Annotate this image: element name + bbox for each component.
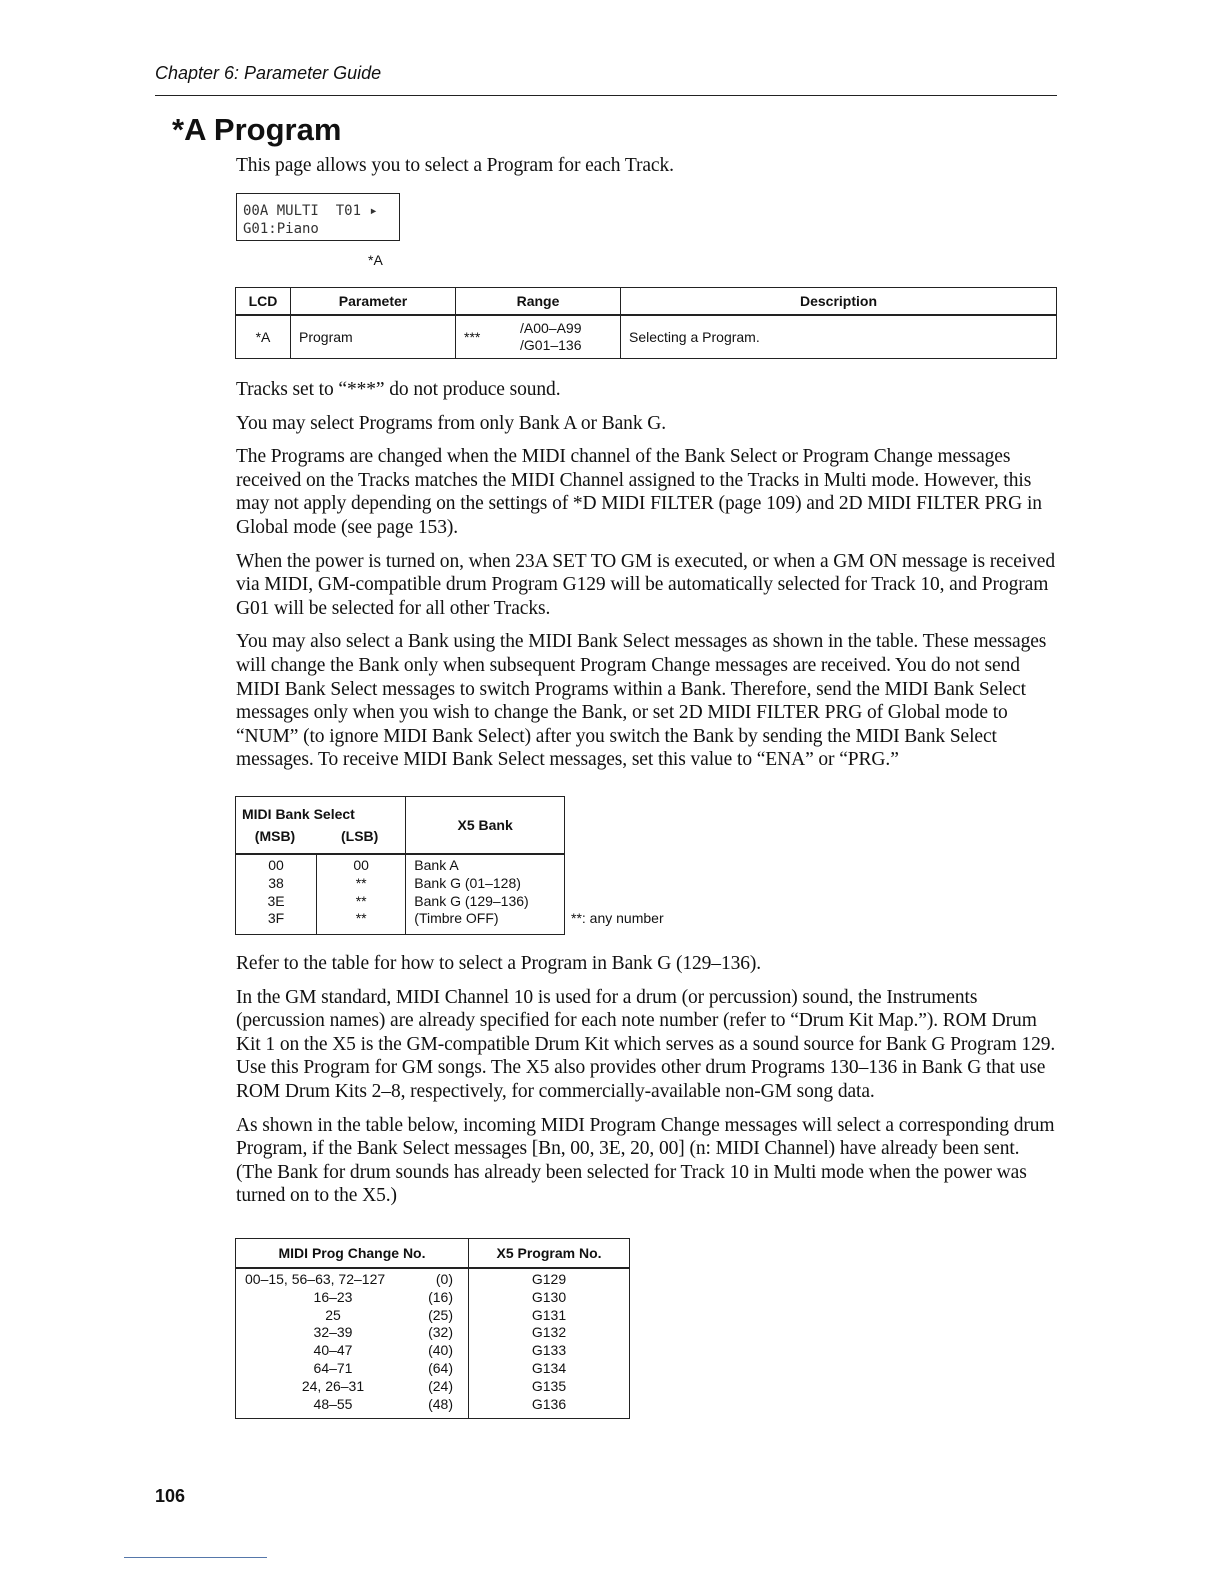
msb-column: 00 38 3E 3F bbox=[236, 854, 317, 935]
bank-column: Bank A Bank G (01–128) Bank G (129–136) (Timbre OFF) bbox=[406, 854, 565, 935]
x5-program-column: G129 G130 G131 G132 G133 G134 G135 G136 bbox=[469, 1268, 630, 1419]
paragraph: You may select Programs from only Bank A or Bank G. bbox=[236, 412, 667, 434]
header-description: Description bbox=[621, 288, 1057, 316]
range-line-1: /A00–A99 bbox=[520, 320, 582, 336]
program-table-header bbox=[236, 1239, 630, 1269]
header-lsb: (LSB) bbox=[340, 828, 379, 844]
paragraph: When the power is turned on, when 23A SET TO GM is executed, or when a GM ON message is received via MIDI, GM-compatible drum Program G129 will be automatically selected for Track 10, and Program G01 will be selected for all other Tracks. bbox=[236, 550, 1055, 619]
paragraph: Refer to the table for how to select a Program in Bank G (129–136). bbox=[236, 953, 762, 974]
parameter-table bbox=[235, 287, 1057, 359]
lcd-display bbox=[236, 193, 400, 241]
cell-lcd: *A bbox=[236, 315, 291, 359]
cell-range bbox=[456, 315, 621, 359]
paragraph: The Programs are changed when the MIDI channel of the Bank Select or Program Change messages received on the Tracks matches the MIDI Channel assigned to the Tracks in Multi mode. However, this may not apply depending on the settings of *D MIDI FILTER (page 109) and 2D MIDI FILTER PRG in Global mode (see page 153). bbox=[236, 446, 1042, 538]
parameter-table-header bbox=[236, 288, 1057, 316]
bank-table-note: **: any number bbox=[571, 910, 664, 926]
header-lcd: LCD bbox=[236, 288, 291, 316]
lcd-line-1: 00A MULTI T01 ▸ bbox=[243, 203, 378, 219]
header-x5-program: X5 Program No. bbox=[469, 1239, 630, 1269]
intro-text: This page allows you to select a Program for each Track. bbox=[236, 155, 674, 176]
paragraph: In the GM standard, MIDI Channel 10 is used for a drum (or percussion) sound, the Instruments (percussion names) are already specified for each note number (refer to “Drum Kit Map.”). ROM Drum Kit 1 on the X5 is the GM-compatible Drum Kit which serves as a sound source for Bank G Program 129. Use this Program for GM songs. The X5 also provides other drum Programs 130–136 in Bank G that use ROM Drum Kits 2–8, respectively, for commercially-available non-GM song data. bbox=[236, 986, 1056, 1102]
bank-table-header bbox=[236, 797, 565, 855]
lsb-column: 00 ** ** ** bbox=[317, 854, 406, 935]
body-paragraphs bbox=[236, 378, 1058, 772]
header-midi-bank-select: MIDI Bank Select (MSB) (LSB) bbox=[236, 797, 406, 855]
cell-description: Selecting a Program. bbox=[621, 315, 1057, 359]
header-range: Range bbox=[456, 288, 621, 316]
cell-parameter: Program bbox=[291, 315, 456, 359]
footer-rule bbox=[124, 1557, 267, 1558]
header-msb: (MSB) bbox=[254, 828, 296, 844]
lcd-line-2: G01:Piano bbox=[243, 221, 319, 237]
paragraph: As shown in the table below, incoming MIDI Program Change messages will select a corresponding drum Program, if the Bank Select messages [Bn, 00, 3E, 20, 00] (n: MIDI Channel) have already been sent. (The Bank for drum sounds has already been selected for Track 10 in Multi mode when the power was turned on to the X5.) bbox=[236, 1114, 1055, 1207]
header-x5-bank: X5 Bank bbox=[406, 797, 565, 855]
header-rule bbox=[155, 95, 1057, 96]
header-midi-prog-change: MIDI Prog Change No. bbox=[236, 1239, 469, 1269]
range-line-2: /G01–136 bbox=[520, 337, 582, 353]
paragraph: Tracks set to “***” do not produce sound. bbox=[236, 379, 561, 400]
prog-change-column: 00–15, 56–63, 72–127 (0) 16–23 (16) 25 (25) 32–39 (32) 40–47 (40) 64–71 (64) 24, 26–31 (24) 48–55 (48) bbox=[236, 1268, 469, 1419]
section-title: *A Program bbox=[172, 112, 342, 147]
paragraph: You may also select a Bank using the MIDI Bank Select messages as shown in the table. These messages will change the Bank only when subsequent Program Change messages are received. You do not send MIDI Bank Select messages to switch Programs within a Bank. Therefore, send the MIDI Bank Select messages only when you wish to change the Bank, or set 2D MIDI FILTER PRG of Global mode to “NUM” (to ignore MIDI Bank Select) after you switch the Bank by sending the MIDI Bank Select messages. To receive MIDI Bank Select messages, set this value to “ENA” or “PRG.” bbox=[236, 631, 1047, 771]
lcd-marker: *A bbox=[368, 252, 383, 268]
table-row bbox=[236, 1268, 630, 1419]
table-row bbox=[236, 315, 1057, 359]
table-row bbox=[236, 854, 565, 935]
body-paragraphs-2 bbox=[236, 952, 1058, 1208]
range-prefix: *** bbox=[464, 329, 481, 345]
header-parameter: Parameter bbox=[291, 288, 456, 316]
bank-select-table bbox=[235, 796, 565, 935]
program-change-table bbox=[235, 1238, 630, 1419]
page-number: 106 bbox=[155, 1486, 186, 1506]
chapter-heading: Chapter 6: Parameter Guide bbox=[155, 63, 382, 83]
